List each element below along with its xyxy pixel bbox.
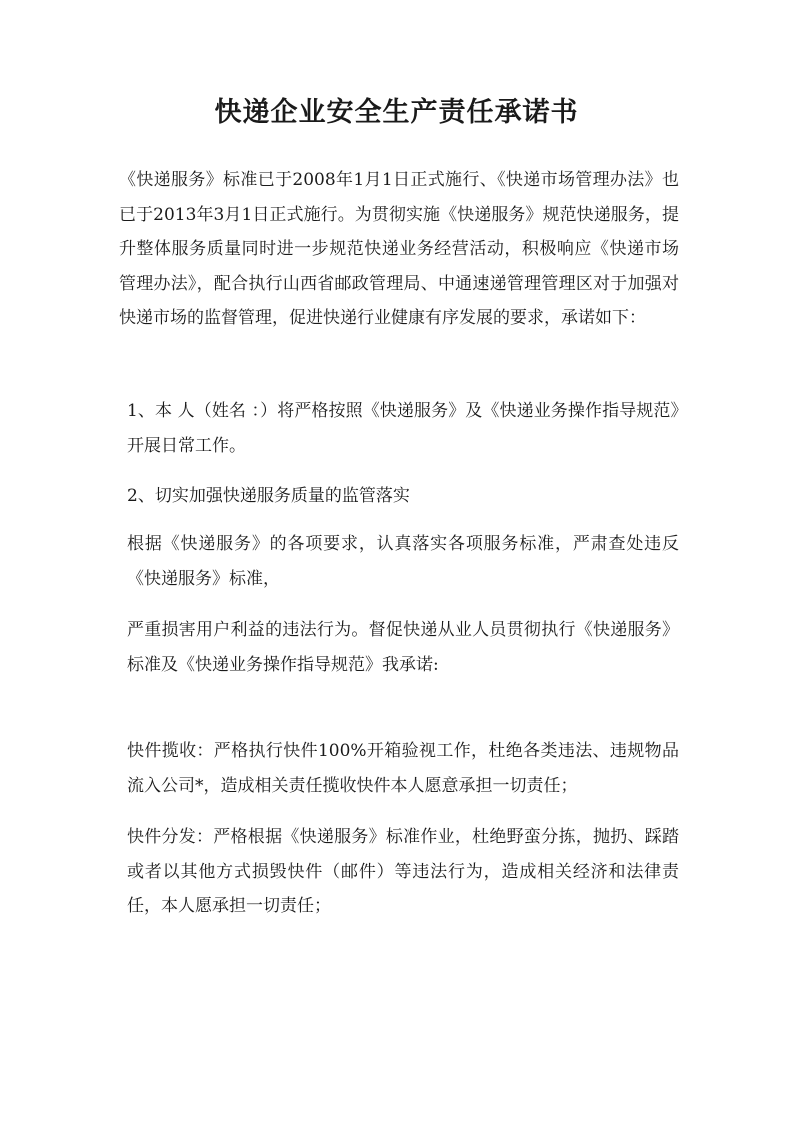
- parcel-sorting-paragraph: 快件分发：严格根据《快递服务》标准作业，杜绝野蛮分拣，抛扔、踩踏或者以其他方式损毁快件（邮件）等违法行为，造成相关经济和法律责任，本人愿承担一切责任；: [127, 827, 679, 916]
- document-title: 快递企业安全生产责任承诺书: [214, 97, 579, 128]
- intro-paragraph: 《快递服务》标准已于2008年1月1日正式施行、《快递市场管理办法》也已于2013年3月1日正式施行。为贯彻实施《快递服务》规范快递服务，提升整体服务质量同时进一步规范快递业务经营活动，积极响应《快递市场管理办法》，配合执行山西省邮政管理局、中通速递管理管理区对于加强对快递市场的监督管理，促进快递行业健康有序发展的要求，承诺如下：: [119, 170, 679, 328]
- commitment-item-2-paragraph-1: 根据《快递服务》的各项要求，认真落实各项服务标准，严肃查处违反《快递服务》标准，: [127, 534, 679, 589]
- commitment-item-1: 1、本 人（姓名 ：）将严格按照《快递服务》及《快递业务操作指导规范》开展日常工作。: [127, 401, 679, 456]
- commitment-item-2-paragraph-2: 严重损害用户利益的违法行为。督促快递从业人员贯彻执行《快递服务》标准及《快递业务操作指导规范》我承诺:: [127, 620, 679, 675]
- parcel-collection-paragraph: 快件揽收：严格执行快件100%开箱验视工作，杜绝各类违法、违规物品流入公司*，造成相关责任揽收快件本人愿意承担一切责任；: [127, 741, 679, 796]
- commitment-item-2-heading: 2、切实加强快递服务质量的监管落实: [127, 486, 410, 506]
